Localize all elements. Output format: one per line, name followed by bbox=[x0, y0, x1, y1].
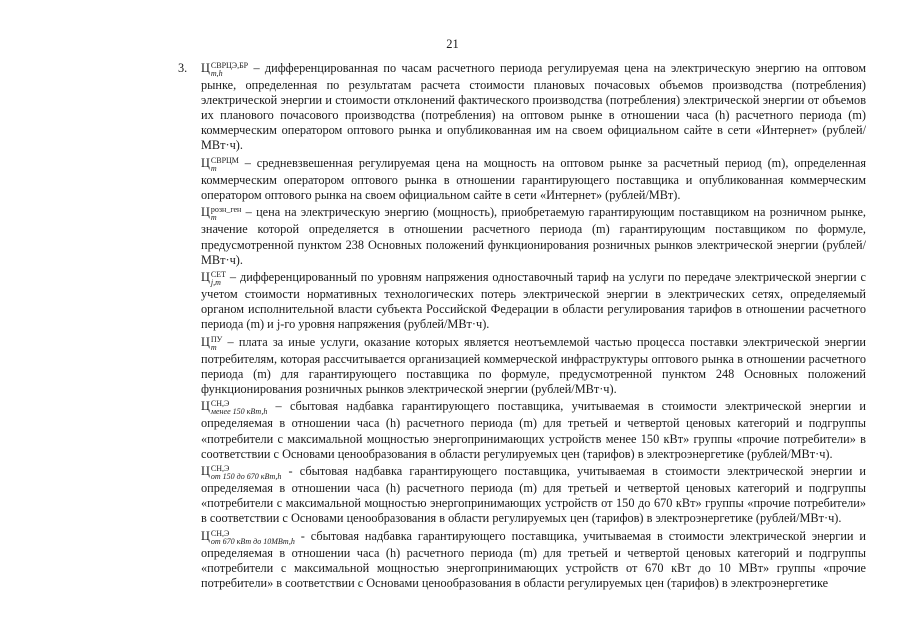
definition-entry-8 bbox=[201, 529, 866, 591]
formula-symbol: Ц СН,Э менее 150 кВт,h bbox=[201, 399, 268, 417]
page-number: 21 bbox=[446, 37, 459, 51]
formula-symbol: Ц СВРЦМ m bbox=[201, 155, 239, 173]
definition-text: – сбытовая надбавка гарантирующего поставщика, учитываемая в стоимости электрической энергии и определяемая в отношении часа (h) расчетного периода (m) для третьей и четвертой ценовых категорий и подгруппы «потребители с максимальной мощностью энергопринимающих устройств менее 150 кВт» группы «прочие потребители» в соответствии с Основами ценообразования в области регулируемых цен (тарифов) в электроэнергетике (рублей/МВт·ч). bbox=[201, 399, 866, 461]
definition-entry-7 bbox=[201, 464, 866, 526]
formula-symbol: Ц розн_ген m bbox=[201, 205, 242, 223]
definition-text: – средневзвешенная регулируемая цена на мощность на оптовом рынке за расчетный период (m), определенная коммерческим оператором оптового рынка в отношении гарантирующего поставщика и опубликованная коммерческим оператором оптового рынка на своем официальном сайте в сети «Интернет» (рублей/МВт). bbox=[201, 155, 866, 202]
definition-entry-1 bbox=[178, 61, 866, 153]
formula-symbol: Ц ПУ m bbox=[201, 334, 223, 352]
formula-symbol: Ц СН,Э от 150 до 670 кВт,h bbox=[201, 464, 282, 482]
definition-entry-3 bbox=[201, 205, 866, 267]
definition-text: - сбытовая надбавка гарантирующего поставщика, учитываемая в стоимости электрической энергии и определяемая в отношении часа (h) расчетного периода (m) для третьей и четвертой ценовых категорий и подгруппы «потребители с максимальной мощностью энергопринимающих устройств от 150 до 670 кВт» группы «прочие потребители» в соответствии с Основами ценообразования в области регулируемых цен (тарифов) в электроэнергетике (рублей/МВт·ч). bbox=[201, 464, 866, 526]
definition-entry-6 bbox=[201, 399, 866, 461]
definition-entry-4 bbox=[201, 270, 866, 332]
item-number: 3. bbox=[178, 61, 188, 75]
definition-text: – плата за иные услуги, оказание которых является неотъемлемой частью процесса поставки электрической энергии потребителям, которая рассчитывается организацией коммерческой инфраструктуры оптового рынка в отношении расчетного периода (m) для гарантирующего поставщика по формуле, предусмотренной пунктом 248 Основных положений функционирования розничных рынков электрической энергии (рублей/МВт·ч). bbox=[201, 334, 866, 396]
formula-symbol: Ц СЕТ j,m bbox=[201, 270, 226, 288]
definition-text: - сбытовая надбавка гарантирующего поставщика, учитываемая в стоимости электрической энергии и определяемая в отношении часа (h) расчетного периода (m) для третьей и четвертой ценовых категорий и подгруппы «потребители с максимальной мощностью энергопринимающих устройств от 670 кВт до 10 МВт» группы «прочие потребители» в соответствии с Основами ценообразования в области регулируемых цен (тарифов) в электроэнергетике bbox=[201, 528, 866, 590]
definition-text: – цена на электрическую энергию (мощность), приобретаемую гарантирующим поставщиком на розничном рынке, значение которой определяется в отношении расчетного периода (m) гарантирующим поставщиком по формуле, предусмотренной пунктом 238 Основных положений функционирования розничных рынков электрической энергии (рублей/МВт·ч). bbox=[201, 205, 866, 267]
definition-entry-2 bbox=[201, 156, 866, 203]
formula-symbol: Ц СН,Э от 670 кВт до 10МВт,h bbox=[201, 528, 295, 546]
definition-entry-5 bbox=[201, 335, 866, 397]
definition-text: – дифференцированная по часам расчетного периода регулируемая цена на электрическую энергию на оптовом рынке, определенная по результатам расчета стоимости плановых почасовых объемов производства (потребления) электрической энергии и стоимости отклонений фактического производства (потребления) электрической энергии от объемов их планового почасового производства (потребления) на оптовом рынке в отношении часа (h) расчетного периода (m) коммерческим оператором оптового рынка и опубликованная им на своем официальном сайте в сети «Интернет» (рублей/МВт·ч). bbox=[201, 61, 866, 153]
definition-text: – дифференцированный по уровням напряжения одноставочный тариф на услуги по передаче электрической энергии с учетом стоимости нормативных технологических потерь электрической энергии в электрических сетях, определяемый органом исполнительной власти субъекта Российской Федерации в области регулирования тарифов в отношении расчетного периода (m) и j-го уровня напряжения (рублей/МВт·ч). bbox=[201, 270, 866, 332]
formula-symbol: Ц СВРЦЭ,БР m,h bbox=[201, 61, 249, 78]
document-body bbox=[178, 61, 866, 593]
